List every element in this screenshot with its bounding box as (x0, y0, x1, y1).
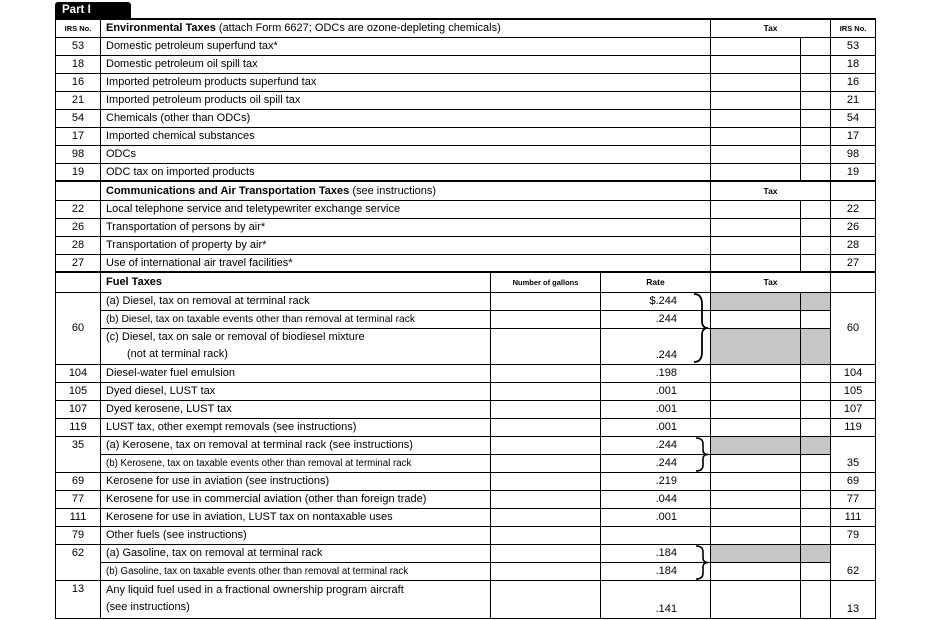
row-desc: Transportation of property by air* (101, 236, 711, 254)
row-98 (56, 145, 876, 163)
tax-cents-cell[interactable] (801, 382, 831, 400)
row-desc: Domestic petroleum superfund tax* (101, 37, 711, 55)
row-desc: (a) Diesel, tax on removal at terminal rack (101, 292, 491, 310)
irs-no-right: 16 (831, 73, 876, 91)
irs-no-right: 13 (831, 580, 876, 618)
rate-header: Rate (601, 272, 711, 292)
row-desc: LUST tax, other exempt removals (see instructions) (101, 418, 491, 436)
irs-no-right: 79 (831, 526, 876, 544)
row-desc: Imported petroleum products oil spill tax (101, 91, 711, 109)
tax-cents-cell[interactable] (801, 418, 831, 436)
tax-cents-cell[interactable] (801, 55, 831, 73)
tax-dollars-cell[interactable] (711, 200, 801, 218)
env-title-note: (attach Form 6627; ODCs are ozone-depleting chemicals) (218, 22, 501, 35)
irs-no-left: 22 (56, 200, 101, 218)
irs-no-right: 98 (831, 145, 876, 163)
irs-no-left: 18 (56, 55, 101, 73)
irs-no-left: 53 (56, 37, 101, 55)
row-desc: Dyed kerosene, LUST tax (101, 400, 491, 418)
irs-no-header-left: IRS No. (56, 19, 101, 37)
irs-no-right: 69 (831, 472, 876, 490)
row-desc: Chemicals (other than ODCs) (101, 109, 711, 127)
comm-title-note: (see instructions) (352, 184, 437, 197)
desc-line-2: (not at terminal rack) (127, 348, 228, 360)
tax-cents-cell[interactable] (801, 145, 831, 163)
row-35b (56, 454, 876, 472)
tax-cents-cell[interactable] (801, 526, 831, 544)
row-60c (56, 328, 876, 364)
row-53 (56, 37, 876, 55)
irs-no-left: 28 (56, 236, 101, 254)
irs-no-left: 77 (56, 490, 101, 508)
tax-dollars-cell[interactable] (711, 580, 801, 618)
gallons-cell[interactable] (491, 310, 601, 328)
fuel-section-title (101, 272, 491, 292)
gallons-cell[interactable] (491, 472, 601, 490)
row-18 (56, 55, 876, 73)
row-60a (56, 292, 876, 310)
desc-line-2: (see instructions) (106, 601, 190, 613)
row-26 (56, 218, 876, 236)
tax-cents-cell[interactable] (801, 490, 831, 508)
tax-dollars-cell[interactable] (711, 163, 801, 181)
tax-cents-cell[interactable] (801, 218, 831, 236)
row-desc: Imported petroleum products superfund tax (101, 73, 711, 91)
tax-cents-cell[interactable] (801, 91, 831, 109)
row-desc: Domestic petroleum oil spill tax (101, 55, 711, 73)
row-desc: (a) Kerosene, tax on removal at terminal rack (see instructions) (101, 436, 491, 454)
rate-value: $.244 (649, 295, 678, 307)
tax-cents-cell[interactable] (801, 400, 831, 418)
row-17 (56, 127, 876, 145)
gallons-cell[interactable] (491, 454, 601, 472)
irs-no-left: 19 (56, 163, 101, 181)
tax-dollars-cell[interactable] (711, 236, 801, 254)
gallons-cell[interactable] (491, 562, 601, 580)
tax-dollars-cell[interactable] (711, 562, 801, 580)
fuel-header-row (56, 272, 876, 292)
blank-cell (56, 181, 101, 200)
row-111 (56, 508, 876, 526)
tax-cents-cell[interactable] (801, 236, 831, 254)
row-27 (56, 254, 876, 272)
irs-no-left: 62 (56, 544, 101, 580)
shaded-no-entry-cell (801, 328, 831, 364)
env-tax-header: Tax (711, 19, 831, 37)
tax-cents-cell[interactable] (801, 364, 831, 382)
row-107 (56, 400, 876, 418)
row-22 (56, 200, 876, 218)
row-19 (56, 163, 876, 181)
irs-no-left: 105 (56, 382, 101, 400)
row-105 (56, 382, 876, 400)
desc-line-1: Any liquid fuel used in a fractional ownership program aircraft (106, 584, 404, 596)
row-62a (56, 544, 876, 562)
tax-cents-cell[interactable] (801, 37, 831, 55)
tax-cents-cell[interactable] (801, 200, 831, 218)
irs-no-left: 13 (56, 580, 101, 618)
gallons-cell[interactable] (491, 400, 601, 418)
tax-dollars-cell[interactable] (711, 454, 801, 472)
irs-no-right: 77 (831, 490, 876, 508)
rate-value: .244 (601, 454, 711, 472)
irs-no-left: 107 (56, 400, 101, 418)
row-62b (56, 562, 876, 580)
irs-no-right: 28 (831, 236, 876, 254)
rate-value: .244 (601, 328, 711, 364)
rate-value: .198 (601, 364, 711, 382)
irs-no-right: 105 (831, 382, 876, 400)
row-desc: (b) Gasoline, tax on taxable events other than removal at terminal rack (101, 562, 491, 580)
row-21 (56, 91, 876, 109)
gallons-cell[interactable] (491, 544, 601, 562)
tax-cents-cell[interactable] (801, 454, 831, 472)
tax-dollars-cell[interactable] (711, 472, 801, 490)
gallons-cell[interactable] (491, 418, 601, 436)
irs-no-left: 35 (56, 436, 101, 472)
rate-value: .244 (655, 439, 678, 451)
irs-no-right: 60 (831, 292, 876, 364)
tax-dollars-cell[interactable] (711, 526, 801, 544)
rate-value: .044 (601, 490, 711, 508)
irs-no-left: 27 (56, 254, 101, 272)
rate-value: .001 (601, 400, 711, 418)
rate-value: .001 (601, 418, 711, 436)
row-desc: Other fuels (see instructions) (101, 526, 491, 544)
irs-no-right: 104 (831, 364, 876, 382)
row-54 (56, 109, 876, 127)
shaded-no-entry-cell (801, 292, 831, 310)
gallons-cell[interactable] (491, 382, 601, 400)
tax-cents-cell[interactable] (801, 508, 831, 526)
tax-cents-cell[interactable] (801, 127, 831, 145)
irs-no-left: 111 (56, 508, 101, 526)
tax-cents-cell[interactable] (801, 254, 831, 272)
irs-no-left: 79 (56, 526, 101, 544)
env-section-title (101, 19, 711, 37)
shaded-no-entry-cell (801, 436, 831, 454)
row-desc (101, 580, 491, 618)
irs-no-left: 98 (56, 145, 101, 163)
row-77 (56, 490, 876, 508)
shaded-no-entry-cell (801, 544, 831, 562)
irs-no-left: 104 (56, 364, 101, 382)
irs-no-left: 26 (56, 218, 101, 236)
gallons-header: Number of gallons (491, 272, 601, 292)
irs-no-right: 35 (831, 436, 876, 472)
rate-value (601, 526, 711, 544)
row-desc: Transportation of persons by air* (101, 218, 711, 236)
tax-cents-cell[interactable] (801, 109, 831, 127)
tax-cents-cell[interactable] (801, 580, 831, 618)
row-60b (56, 310, 876, 328)
irs-no-left: 21 (56, 91, 101, 109)
irs-no-right: 18 (831, 55, 876, 73)
irs-no-right: 17 (831, 127, 876, 145)
blank-cell (56, 272, 101, 292)
irs-no-right: 27 (831, 254, 876, 272)
tax-cents-cell[interactable] (801, 310, 831, 328)
part1-table (55, 18, 876, 619)
rate-value: .001 (601, 382, 711, 400)
irs-no-left: 60 (56, 292, 101, 364)
row-16 (56, 73, 876, 91)
shaded-no-entry-cell (711, 436, 801, 454)
row-28 (56, 236, 876, 254)
rate-cell (601, 544, 711, 562)
gallons-cell[interactable] (491, 364, 601, 382)
row-119 (56, 418, 876, 436)
desc-line-1: (c) Diesel, tax on sale or removal of biodiesel mixture (106, 331, 365, 343)
row-desc: (a) Gasoline, tax on removal at terminal rack (101, 544, 491, 562)
gallons-cell[interactable] (491, 292, 601, 310)
row-13 (56, 580, 876, 618)
row-desc: Imported chemical substances (101, 127, 711, 145)
tax-dollars-cell[interactable] (711, 91, 801, 109)
row-desc: Dyed diesel, LUST tax (101, 382, 491, 400)
row-desc: Use of international air travel facilities* (101, 254, 711, 272)
irs-no-right: 111 (831, 508, 876, 526)
irs-no-left: 69 (56, 472, 101, 490)
gallons-cell[interactable] (491, 580, 601, 618)
rate-value: .184 (601, 562, 711, 580)
rate-value: .244 (601, 310, 711, 328)
irs-no-header-right: IRS No. (831, 19, 876, 37)
irs-no-left: 54 (56, 109, 101, 127)
tax-dollars-cell[interactable] (711, 109, 801, 127)
rate-value: .219 (601, 472, 711, 490)
row-79 (56, 526, 876, 544)
comm-section-title (101, 181, 711, 200)
tax-dollars-cell[interactable] (711, 73, 801, 91)
tax-cents-cell[interactable] (801, 73, 831, 91)
row-desc: (b) Kerosene, tax on taxable events other than removal at terminal rack (101, 454, 491, 472)
gallons-cell[interactable] (491, 526, 601, 544)
env-title: Environmental Taxes (106, 22, 216, 35)
comm-header-row (56, 181, 876, 200)
tax-cents-cell[interactable] (801, 472, 831, 490)
irs-no-right: 26 (831, 218, 876, 236)
tax-dollars-cell[interactable] (711, 310, 801, 328)
shaded-no-entry-cell (711, 328, 801, 364)
gallons-cell[interactable] (491, 436, 601, 454)
irs-no-right: 22 (831, 200, 876, 218)
rate-value: .184 (655, 547, 678, 559)
irs-no-right: 119 (831, 418, 876, 436)
gallons-cell[interactable] (491, 490, 601, 508)
row-desc: Local telephone service and teletypewriter exchange service (101, 200, 711, 218)
row-104 (56, 364, 876, 382)
irs-no-right: 19 (831, 163, 876, 181)
blank-cell (831, 181, 876, 200)
tax-dollars-cell[interactable] (711, 418, 801, 436)
row-desc (101, 328, 491, 364)
comm-tax-header: Tax (711, 181, 831, 200)
gallons-cell[interactable] (491, 328, 601, 364)
env-header-row (56, 19, 876, 37)
irs-no-right: 21 (831, 91, 876, 109)
gallons-cell[interactable] (491, 508, 601, 526)
rate-cell (601, 436, 711, 454)
row-desc: Kerosene for use in aviation, LUST tax on nontaxable uses (101, 508, 491, 526)
irs-no-left: 16 (56, 73, 101, 91)
row-69 (56, 472, 876, 490)
blank-cell (831, 272, 876, 292)
row-desc: Kerosene for use in aviation (see instructions) (101, 472, 491, 490)
irs-no-left: 17 (56, 127, 101, 145)
tax-dollars-cell[interactable] (711, 490, 801, 508)
irs-no-right: 62 (831, 544, 876, 580)
row-35a (56, 436, 876, 454)
tax-dollars-cell[interactable] (711, 218, 801, 236)
row-desc: Diesel-water fuel emulsion (101, 364, 491, 382)
tax-dollars-cell[interactable] (711, 37, 801, 55)
tax-dollars-cell[interactable] (711, 254, 801, 272)
tax-cents-cell[interactable] (801, 562, 831, 580)
tax-dollars-cell[interactable] (711, 508, 801, 526)
row-desc: (b) Diesel, tax on taxable events other than removal at terminal rack (101, 310, 491, 328)
irs-no-right: 54 (831, 109, 876, 127)
irs-no-left: 119 (56, 418, 101, 436)
tax-dollars-cell[interactable] (711, 55, 801, 73)
rate-value: .141 (601, 580, 711, 618)
tax-dollars-cell[interactable] (711, 382, 801, 400)
tax-dollars-cell[interactable] (711, 364, 801, 382)
irs-no-right: 53 (831, 37, 876, 55)
row-desc: Kerosene for use in commercial aviation (other than foreign trade) (101, 490, 491, 508)
tax-dollars-cell[interactable] (711, 145, 801, 163)
rate-value: .001 (601, 508, 711, 526)
fuel-tax-header: Tax (711, 272, 831, 292)
tax-dollars-cell[interactable] (711, 127, 801, 145)
comm-title: Communications and Air Transportation Taxes (106, 184, 350, 197)
row-desc: ODCs (101, 145, 711, 163)
shaded-no-entry-cell (711, 292, 801, 310)
rate-cell (601, 292, 711, 310)
irs-no-right: 107 (831, 400, 876, 418)
tax-dollars-cell[interactable] (711, 400, 801, 418)
tax-cents-cell[interactable] (801, 163, 831, 181)
part-label: Part I (55, 2, 131, 18)
row-desc: ODC tax on imported products (101, 163, 711, 181)
fuel-title: Fuel Taxes (106, 276, 163, 289)
shaded-no-entry-cell (711, 544, 801, 562)
